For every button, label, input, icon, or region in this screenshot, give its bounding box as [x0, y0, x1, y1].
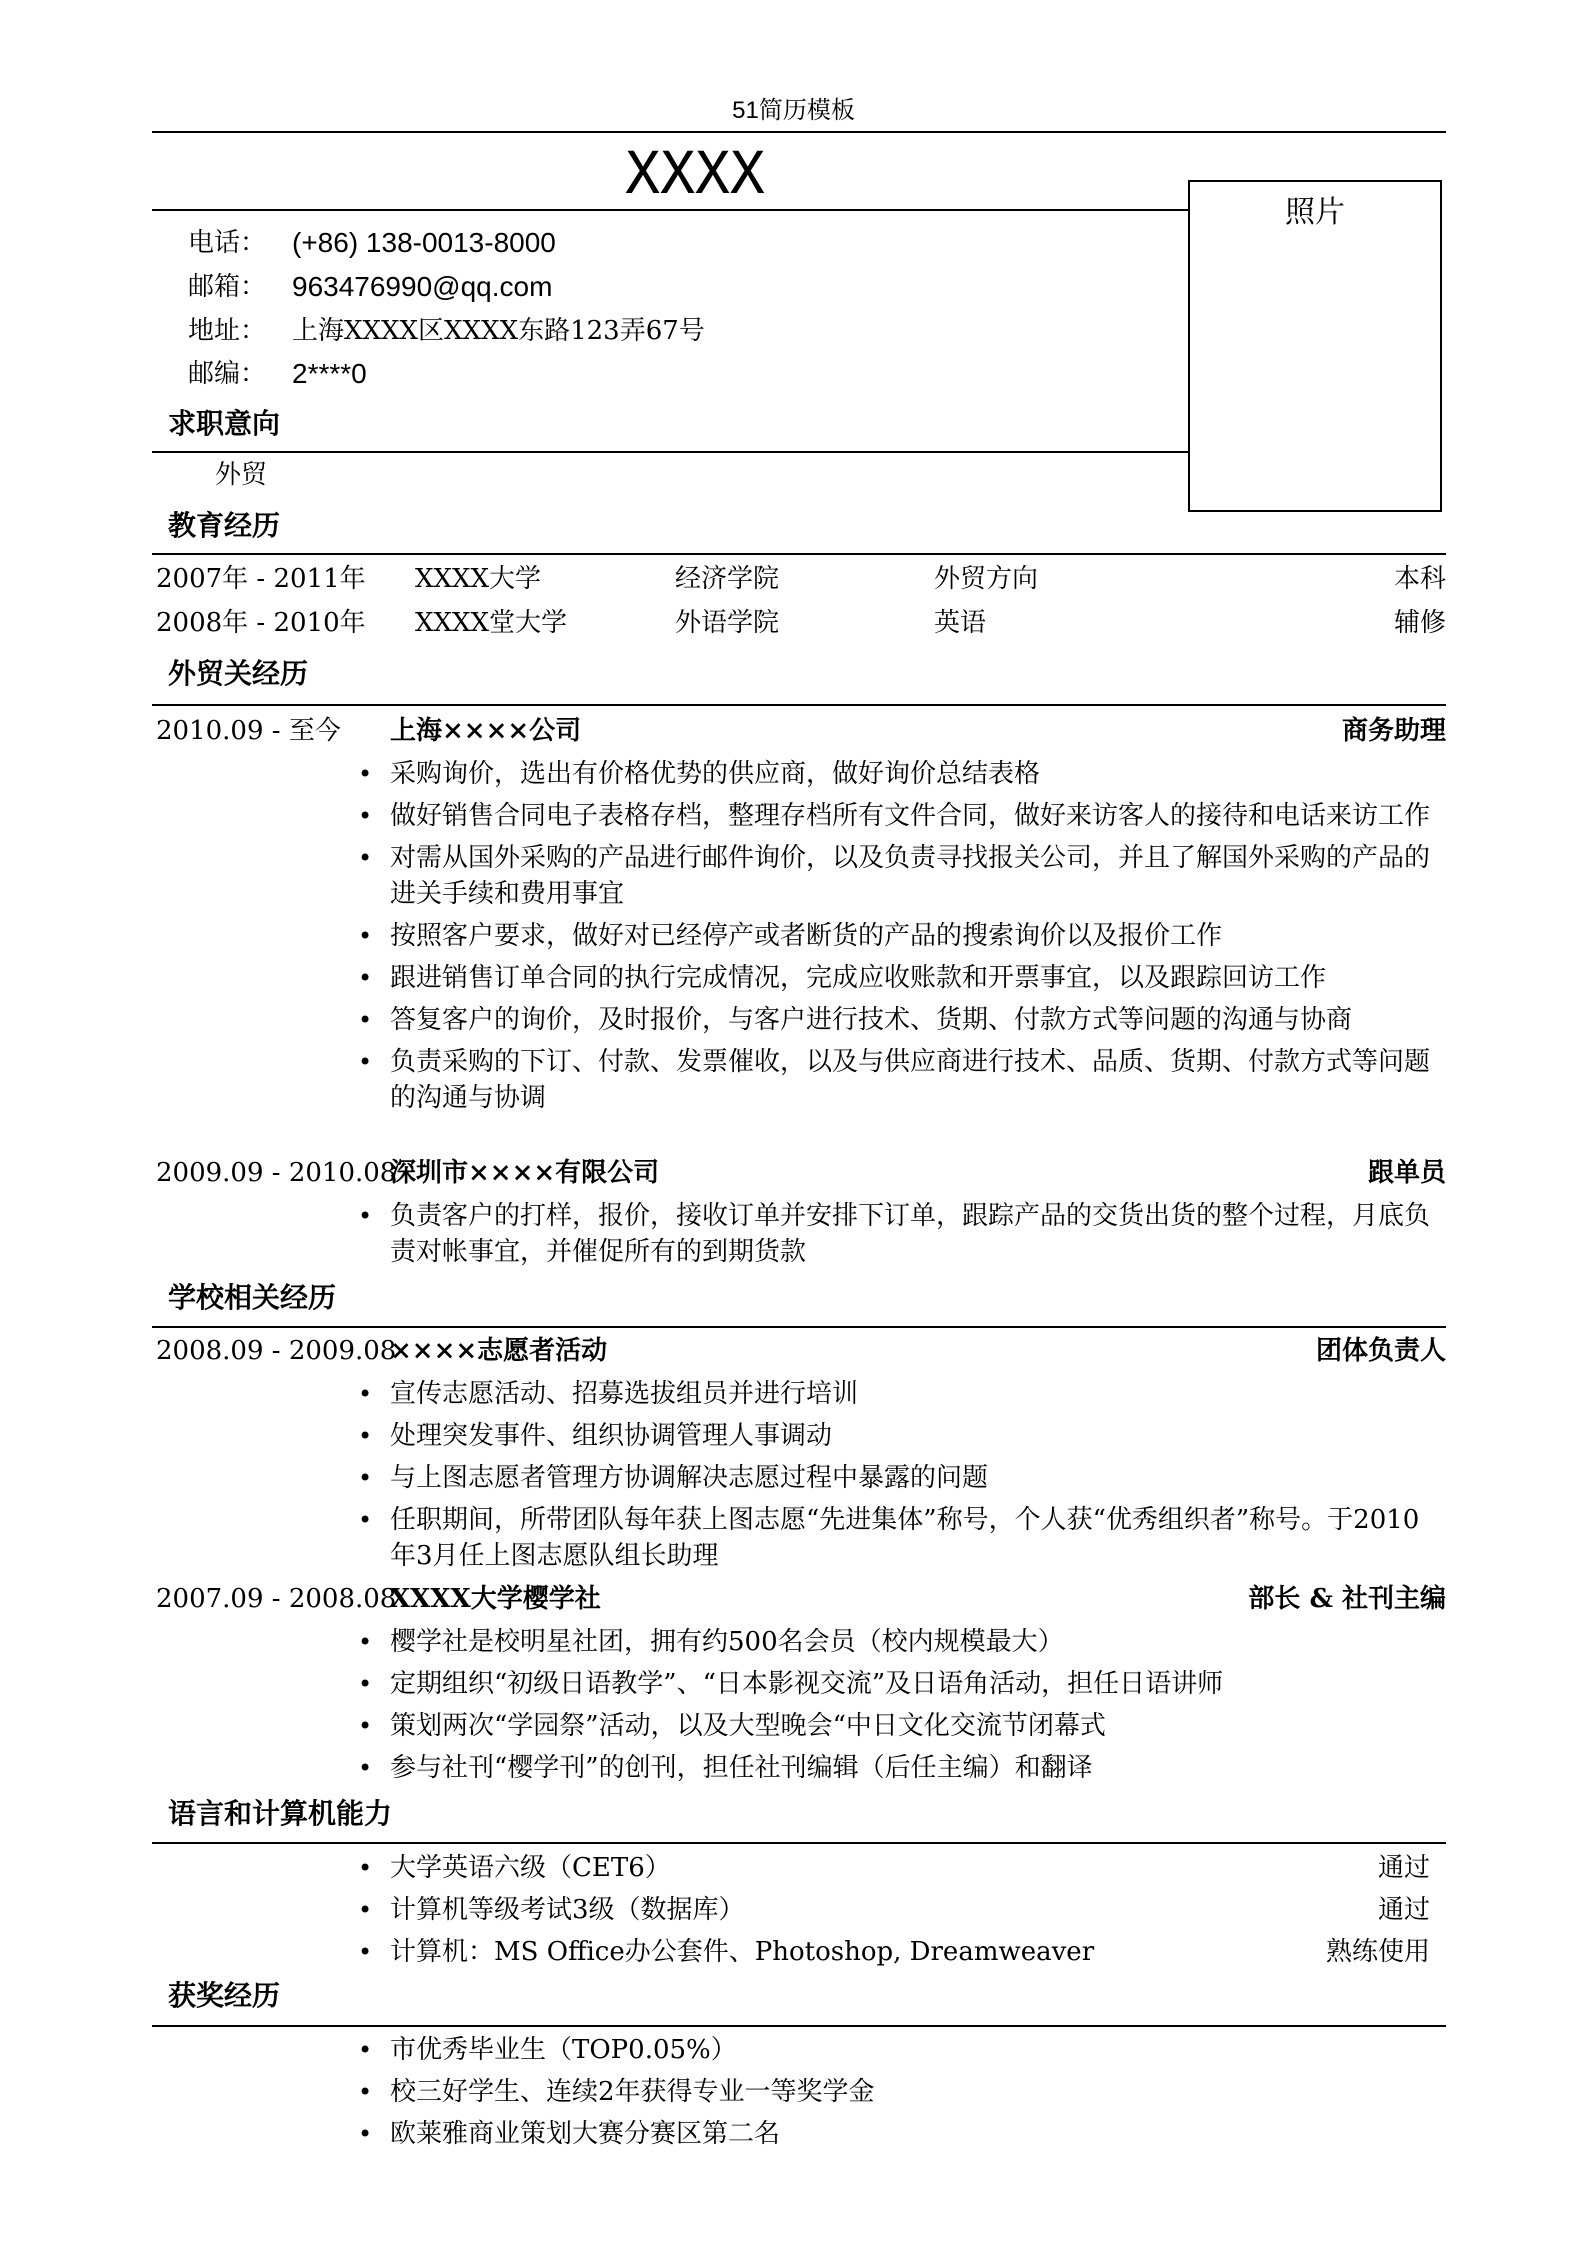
- section-title-objective: 求职意向: [168, 407, 281, 440]
- section-title-awards: 获奖经历: [168, 1979, 281, 2012]
- list-item: • 按照客户要求，做好对已经停产或者断货的产品的搜索询价以及报价工作: [350, 918, 1440, 954]
- contact-zip-value: 2****0: [292, 358, 367, 389]
- contact-email-label: 邮箱：: [188, 272, 267, 302]
- page-header-site: 51简历模板: [732, 97, 855, 124]
- list-item: • 对需从国外采购的产品进行邮件询价，以及负责寻找报关公司，并且了解国外采购的产品的进关手续和费用事宜: [350, 840, 1440, 912]
- edu-degree: 辅修: [1393, 608, 1446, 638]
- edu-major: 英语: [934, 608, 987, 638]
- skill-text: 计算机：MS Office办公套件、Photoshop, Dreamweaver: [390, 1937, 1095, 1967]
- school-role: 团体负责人: [1315, 1336, 1446, 1366]
- edu-college: 经济学院: [675, 564, 780, 594]
- photo-placeholder: [1188, 180, 1442, 512]
- skill-text: 计算机等级考试3级（数据库）: [390, 1895, 745, 1925]
- work-period: 2010.09 - 至今: [156, 716, 341, 746]
- list-item: • 处理突发事件、组织协调管理人事调动: [350, 1418, 1440, 1454]
- school-role: 部长 & 社刊主编: [1248, 1584, 1446, 1614]
- list-item: • 答复客户的询价，及时报价，与客户进行技术、货期、付款方式等问题的沟通与协商: [350, 1002, 1440, 1038]
- list-item: • 做好销售合同电子表格存档，整理存档所有文件合同，做好来访客人的接待和电话来访工作: [350, 798, 1440, 834]
- contact-address-label: 地址：: [188, 316, 267, 346]
- edu-college: 外语学院: [675, 608, 780, 638]
- school-period: 2007.09 - 2008.08: [156, 1584, 397, 1614]
- school-org: XXXX大学樱学社: [390, 1584, 601, 1614]
- list-item: • 市优秀毕业生（TOP0.05%）: [350, 2032, 1440, 2068]
- list-item: [350, 1934, 1430, 1970]
- list-item: • 负责客户的打样，报价，接收订单并安排下订单，跟踪产品的交货出货的整个过程，月底负责对帐事宜，并催促所有的到期货款: [350, 1198, 1440, 1270]
- header-rule: [152, 131, 1446, 133]
- contact-email-value: 963476990@qq.com: [292, 271, 553, 302]
- contact-phone-label: 电话：: [188, 228, 267, 258]
- work-bullets: [350, 756, 1440, 1122]
- list-item: [350, 1892, 1430, 1928]
- edu-period: 2007年 - 2011年: [156, 564, 366, 594]
- skill-level: 通过: [1377, 1853, 1430, 1883]
- work-role: 商务助理: [1341, 716, 1446, 746]
- school-bullets: [350, 1376, 1440, 1580]
- edu-major: 外贸方向: [934, 564, 1039, 594]
- list-item: • 校三好学生、连续2年获得专业一等奖学金: [350, 2074, 1440, 2110]
- list-item: • 樱学社是校明星社团，拥有约500名会员（校内规模最大）: [350, 1624, 1440, 1660]
- edu-degree: 本科: [1393, 564, 1446, 594]
- section-title-skills: 语言和计算机能力: [168, 1797, 393, 1830]
- work-bullets: [350, 1198, 1440, 1276]
- list-item: • 与上图志愿者管理方协调解决志愿过程中暴露的问题: [350, 1460, 1440, 1496]
- section-title-education: 教育经历: [168, 509, 281, 542]
- skills-list: [350, 1850, 1430, 1976]
- list-item: • 欧莱雅商业策划大赛分赛区第二名: [350, 2116, 1440, 2152]
- objective-value: 外贸: [215, 460, 268, 490]
- work-org: 上海××××公司: [390, 716, 582, 746]
- name-rule: [152, 209, 1188, 211]
- list-item: • 宣传志愿活动、招募选拔组员并进行培训: [350, 1376, 1440, 1412]
- list-item: • 定期组织“初级日语教学”、“日本影视交流”及日语角活动，担任日语讲师: [350, 1666, 1440, 1702]
- list-item: • 采购询价，选出有价格优势的供应商，做好询价总结表格: [350, 756, 1440, 792]
- work-rule: [152, 704, 1446, 706]
- school-org: ××××志愿者活动: [390, 1336, 608, 1366]
- skill-text: 大学英语六级（CET6）: [390, 1853, 671, 1883]
- skill-level: 通过: [1377, 1895, 1430, 1925]
- skill-level: 熟练使用: [1325, 1937, 1430, 1967]
- photo-label: 照片: [1285, 195, 1345, 230]
- list-item: • 策划两次“学园祭”活动，以及大型晚会“中日文化交流节闭幕式: [350, 1708, 1440, 1744]
- list-item: • 任职期间，所带团队每年获上图志愿“先进集体”称号，个人获“优秀组织者”称号。于2010年3月任上图志愿队组长助理: [350, 1502, 1440, 1574]
- work-org: 深圳市××××有限公司: [390, 1158, 660, 1188]
- awards-list: [350, 2032, 1440, 2158]
- list-item: [350, 1850, 1430, 1886]
- list-item: • 参与社刊“樱学刊”的创刊，担任社刊编辑（后任主编）和翻译: [350, 1750, 1440, 1786]
- contact-address-value: 上海XXXX区XXXX东路123弄67号: [292, 316, 705, 346]
- list-item: • 负责采购的下订、付款、发票催收，以及与供应商进行技术、品质、货期、付款方式等问题的沟通与协调: [350, 1044, 1440, 1116]
- school-bullets: [350, 1624, 1440, 1792]
- objective-rule: [152, 451, 1188, 453]
- section-title-school: 学校相关经历: [168, 1281, 337, 1314]
- edu-school: XXXX大学: [415, 564, 542, 594]
- section-title-work: 外贸关经历: [168, 657, 309, 690]
- education-rule: [152, 553, 1446, 555]
- awards-rule: [152, 2025, 1446, 2027]
- contact-zip-label: 邮编：: [188, 359, 267, 389]
- edu-period: 2008年 - 2010年: [156, 608, 366, 638]
- school-period: 2008.09 - 2009.08: [156, 1336, 397, 1366]
- contact-phone-value: (+86) 138-0013-8000: [292, 227, 556, 258]
- school-rule: [152, 1326, 1446, 1328]
- edu-school: XXXX堂大学: [415, 608, 568, 638]
- candidate-name: XXXX: [625, 139, 765, 207]
- skills-rule: [152, 1842, 1446, 1844]
- work-role: 跟单员: [1367, 1158, 1446, 1188]
- list-item: • 跟进销售订单合同的执行完成情况，完成应收账款和开票事宜，以及跟踪回访工作: [350, 960, 1440, 996]
- work-period: 2009.09 - 2010.08: [156, 1158, 397, 1188]
